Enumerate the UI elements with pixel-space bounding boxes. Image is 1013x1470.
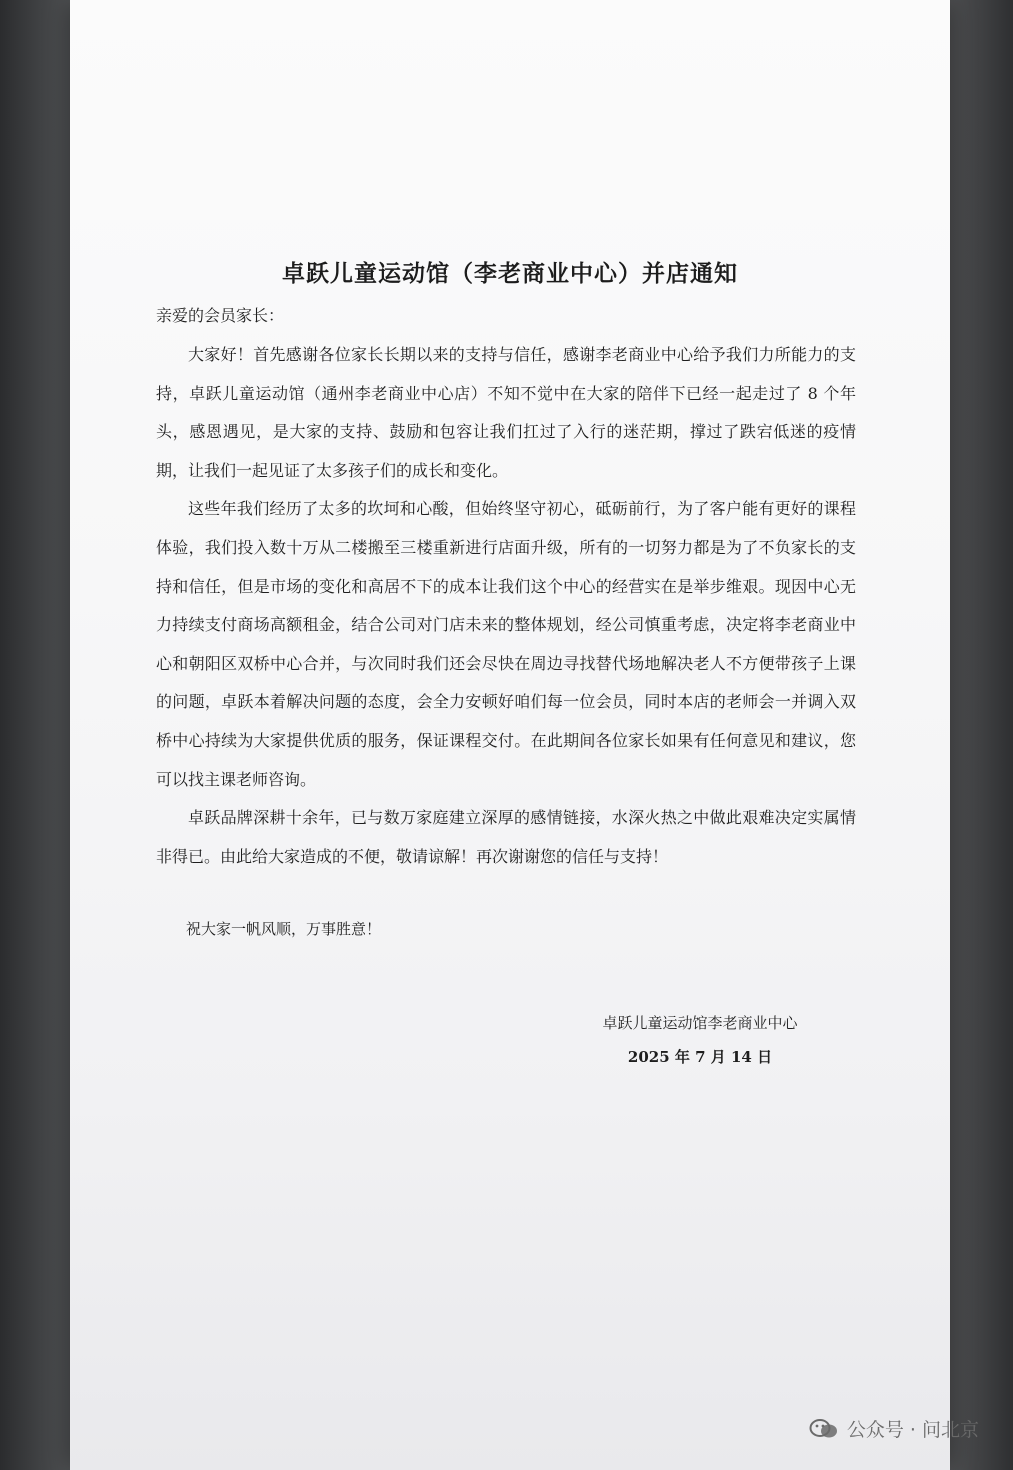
signature: 卓跃儿童运动馆李老商业中心	[602, 1014, 798, 1032]
paragraph-thanks: 大家好！首先感谢各位家长长期以来的支持与信任，感谢李老商业中心给予我们力所能力的支持，卓跃儿童运动馆（通州李老商业中心店）不知不觉中在大家的陪伴下已经一起走过了 8 个年头，感恩遇见，是大家的支持、鼓励和包容让我们扛过了入行的迷茫期，撑过了跌宕低迷的疫情期，让我们一起见证了太多孩子们的成长和变化。	[156, 345, 856, 480]
watermark	[809, 1415, 979, 1442]
watermark-text: 公众号 · 问北京	[846, 1419, 979, 1441]
notice-date: 2025 年 7 月 14 日	[627, 1048, 773, 1066]
salutation: 亲爱的会员家长：	[156, 306, 285, 325]
notice-paper	[70, 0, 950, 1470]
closing-wish: 祝大家一帆风顺，万事胜意！	[186, 920, 382, 938]
notice-title: 卓跃儿童运动馆（李老商业中心）并店通知	[282, 260, 738, 287]
wechat-official-account-icon	[809, 1418, 839, 1440]
notice-body	[156, 336, 856, 876]
paragraph-merger: 这些年我们经历了太多的坎坷和心酸，但始终坚守初心，砥砺前行，为了客户能有更好的课程体验，我们投入数十万从二楼搬至三楼重新进行店面升级，所有的一切努力都是为了不负家长的支持和信任，但是市场的变化和高居不下的成本让我们这个中心的经营实在是举步维艰。现因中心无力持续支付商场高额租金，结合公司对门店未来的整体规划，经公司慎重考虑，决定将李老商业中心和朝阳区双桥中心合并，与次同时我们还会尽快在周边寻找替代场地解决老人不方便带孩子上课的问题，卓跃本着解决问题的态度，会全力安顿好咱们每一位会员，同时本店的老师会一并调入双桥中心持续为大家提供优质的服务，保证课程交付。在此期间各位家长如果有任何意见和建议，您可以找主课老师咨询。	[156, 499, 856, 789]
paragraph-apology: 卓跃品牌深耕十余年，已与数万家庭建立深厚的感情链接，水深火热之中做此艰难决定实属情非得已。由此给大家造成的不便，敬请谅解！再次谢谢您的信任与支持！	[156, 808, 856, 866]
